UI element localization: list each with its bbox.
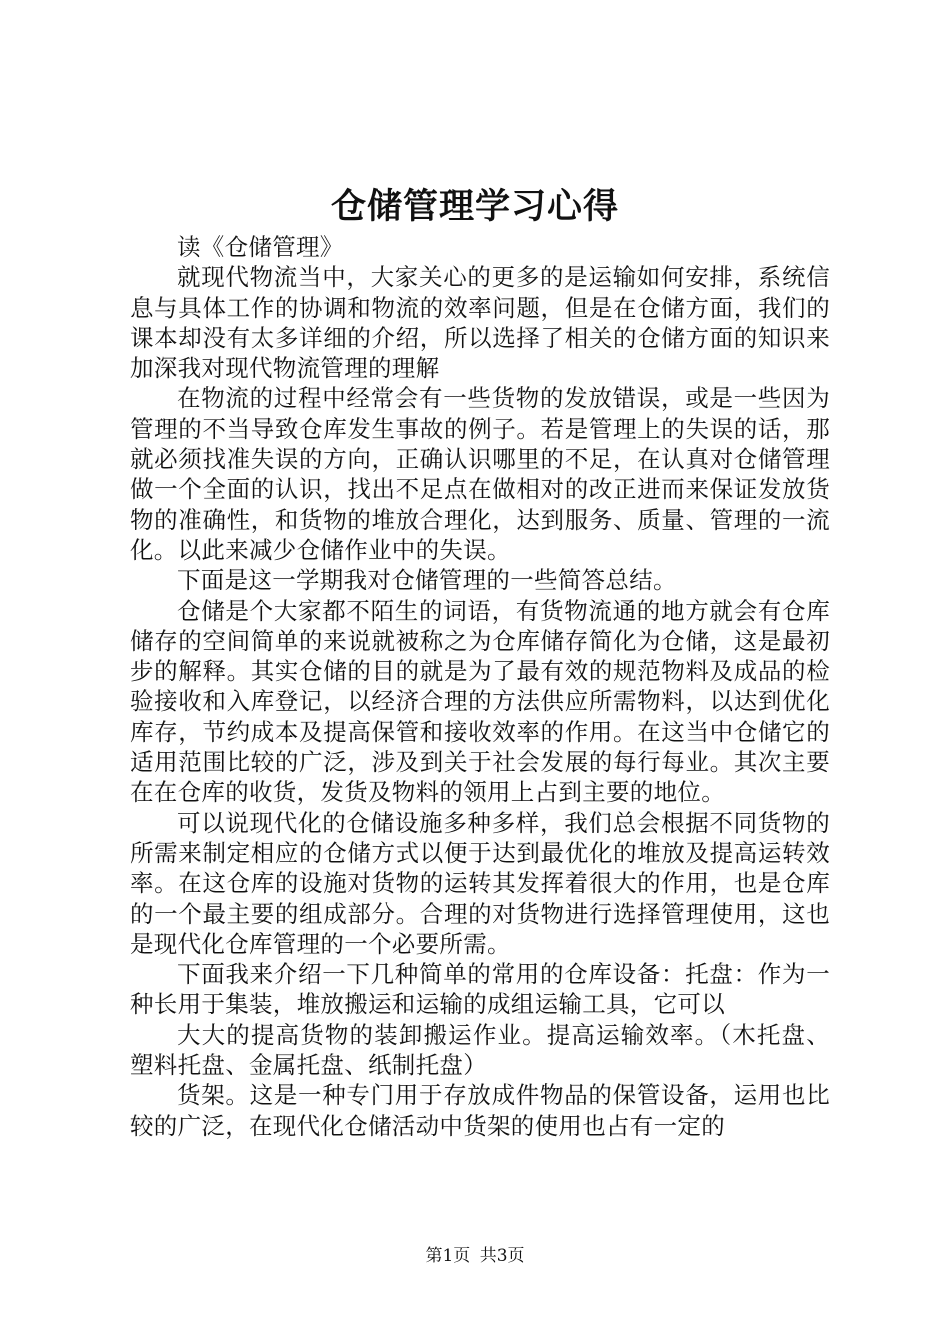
document-body <box>130 232 830 1141</box>
paragraph: 下面我来介绍一下几种简单的常用的仓库设备：托盘：作为一种长用于集装，堆放搬运和运输的成组运输工具，它可以 <box>130 960 830 1019</box>
page-footer <box>0 1245 950 1267</box>
paragraph-subtitle: 读《仓储管理》 <box>177 233 344 261</box>
paragraph: 在物流的过程中经常会有一些货物的发放错误，或是一些因为管理的不当导致仓库发生事故的例子。若是管理上的失误的话，那就必须找准失误的方向，正确认识哪里的不足，在认真对仓储管理做一个全面的认识，找出不足点在做相对的改正进而来保证发放货物的准确性，和货物的堆放合理化，达到服务、质量、管理的一流化。以此来减少仓储作业中的失误。 <box>130 384 830 564</box>
paragraph: 就现代物流当中，大家关心的更多的是运输如何安排，系统信息与具体工作的协调和物流的效率问题，但是在仓储方面，我们的课本却没有太多详细的介绍，所以选择了相关的仓储方面的知识来加深我对现代物流管理的理解 <box>130 263 830 383</box>
paragraph: 仓储是个大家都不陌生的词语，有货物流通的地方就会有仓库储存的空间简单的来说就被称之为仓库储存简化为仓储，这是最初步的解释。其实仓储的目的就是为了最有效的规范物料及成品的检验接收和入库登记，以经济合理的方法供应所需物料，以达到优化库存，节约成本及提高保管和接收效率的作用。在这当中仓储它的适用范围比较的广泛，涉及到关于社会发展的每行每业。其次主要在在仓库的收货，发货及物料的领用上占到主要的地位。 <box>130 596 830 807</box>
page-total: 共3页 <box>479 1246 525 1266</box>
page-number: 第1页 <box>425 1246 471 1266</box>
document-title: 仓储管理学习心得 <box>330 186 619 227</box>
paragraph: 下面是这一学期我对仓储管理的一些简答总结。 <box>177 566 677 595</box>
paragraph: 可以说现代化的仓储设施多种多样，我们总会根据不同货物的所需来制定相应的仓储方式以便于达到最优化的堆放及提高运转效率。在这仓库的设施对货物的运转其发挥着很大的作用，也是仓库的一个最主要的组成部分。合理的对货物进行选择管理使用，这也是现代化仓库管理的一个必要所需。 <box>130 808 830 958</box>
paragraph: 货架。这是一种专门用于存放成件物品的保管设备，运用也比较的广泛，在现代化仓储活动中货架的使用也占有一定的 <box>130 1081 830 1140</box>
paragraph: 大大的提高货物的装卸搬运作业。提高运输效率。（木托盘、塑料托盘、金属托盘、纸制托盘） <box>130 1020 830 1080</box>
